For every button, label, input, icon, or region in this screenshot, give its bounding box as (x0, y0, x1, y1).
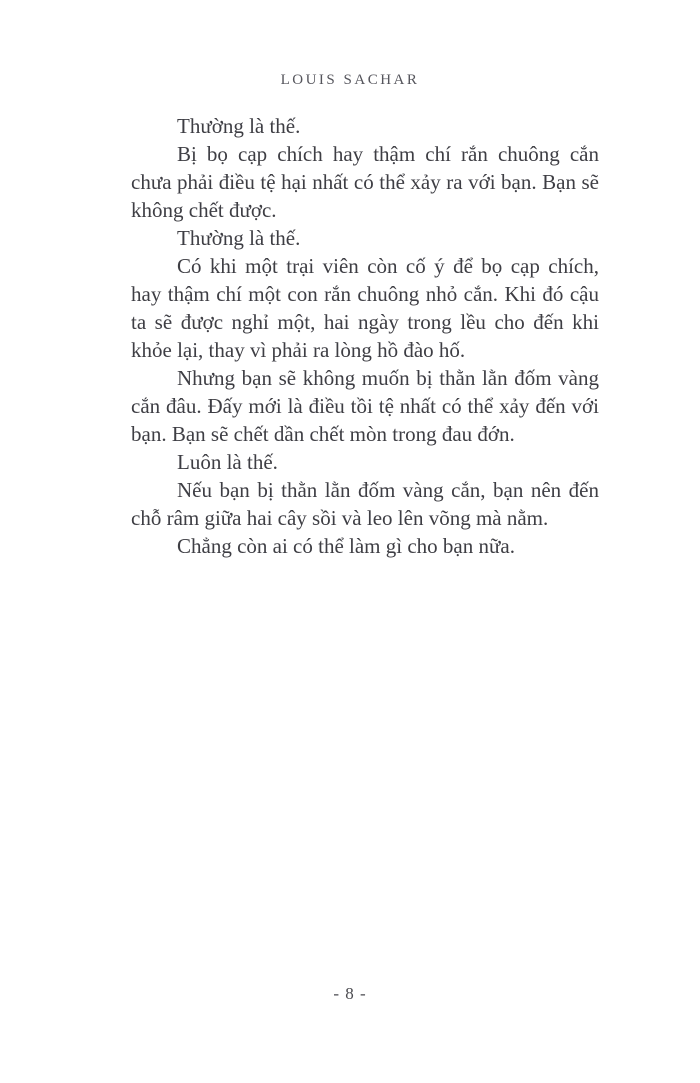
paragraph: Thường là thế. (177, 114, 301, 138)
running-header-author: LOUIS SACHAR (280, 72, 420, 88)
body-text (131, 112, 599, 560)
paragraph: Nhưng bạn sẽ không muốn bị thằn lằn đốm vàng cắn đâu. Đấy mới là điều tồi tệ nhất có thể xảy đến với bạn. Bạn sẽ chết dần chết mòn trong đau đớn. (131, 366, 599, 446)
paragraph: Bị bọ cạp chích hay thậm chí rắn chuông cắn chưa phải điều tệ hại nhất có thể xảy ra với bạn. Bạn sẽ không chết được. (131, 142, 599, 222)
paragraph: Nếu bạn bị thằn lằn đốm vàng cắn, bạn nên đến chỗ râm giữa hai cây sồi và leo lên võng mà nằm. (131, 478, 599, 530)
page-number: - 8 - (333, 984, 367, 1003)
paragraph: Luôn là thế. (177, 450, 278, 474)
paragraph: Thường là thế. (177, 226, 301, 250)
paragraph: Chẳng còn ai có thể làm gì cho bạn nữa. (177, 534, 515, 558)
paragraph: Có khi một trại viên còn cố ý để bọ cạp chích, hay thậm chí một con rắn chuông nhỏ cắn. Khi đó cậu ta sẽ được nghỉ một, hai ngày trong lều cho đến khi khỏe lại, thay vì phải ra lòng hồ đào hố. (131, 254, 599, 362)
